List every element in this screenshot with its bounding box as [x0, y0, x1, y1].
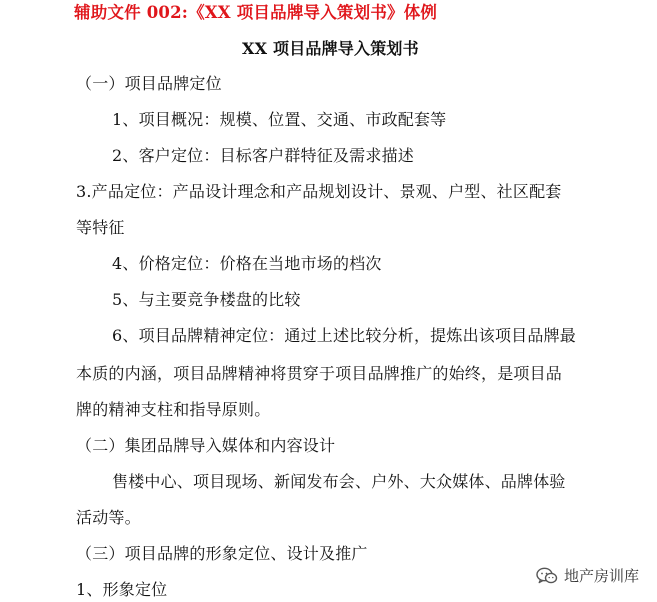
section-heading-2: （二）集团品牌导入媒体和内容设计	[76, 436, 336, 455]
list-item: 1、项目概况：规模、位置、交通、市政配套等	[112, 110, 447, 129]
watermark	[536, 565, 639, 586]
list-item: 6、项目品牌精神定位：通过上述比较分析，提炼出该项目品牌最	[112, 326, 576, 345]
list-item: 3.产品定位：产品设计理念和产品规划设计、景观、户型、社区配套	[76, 182, 562, 201]
section-heading-1: （一）项目品牌定位	[76, 74, 222, 93]
watermark-text: 地产房训库	[563, 567, 639, 585]
list-item: 4、价格定位：价格在当地市场的档次	[112, 254, 382, 273]
list-item-continuation: 牌的精神支柱和指导原则。	[76, 400, 271, 419]
section-heading-3: （三）项目品牌的形象定位、设计及推广	[76, 544, 368, 563]
list-item: 2、客户定位：目标客户群特征及需求描述	[112, 146, 414, 165]
list-item-continuation: 本质的内涵，项目品牌精神将贯穿于项目品牌推广的始终，是项目品	[76, 364, 563, 383]
paragraph-continuation: 活动等。	[76, 508, 141, 527]
document-header: 辅助文件 002:《XX 项目品牌导入策划书》体例	[74, 3, 438, 22]
wechat-icon	[536, 567, 558, 585]
list-item: 5、与主要竞争楼盘的比较	[112, 290, 301, 309]
paragraph: 售楼中心、项目现场、新闻发布会、户外、大众媒体、品牌体验	[112, 472, 566, 491]
document-title: XX 项目品牌导入策划书	[242, 39, 419, 58]
list-item-continuation: 等特征	[76, 218, 125, 237]
list-item: 1、形象定位	[76, 580, 168, 599]
